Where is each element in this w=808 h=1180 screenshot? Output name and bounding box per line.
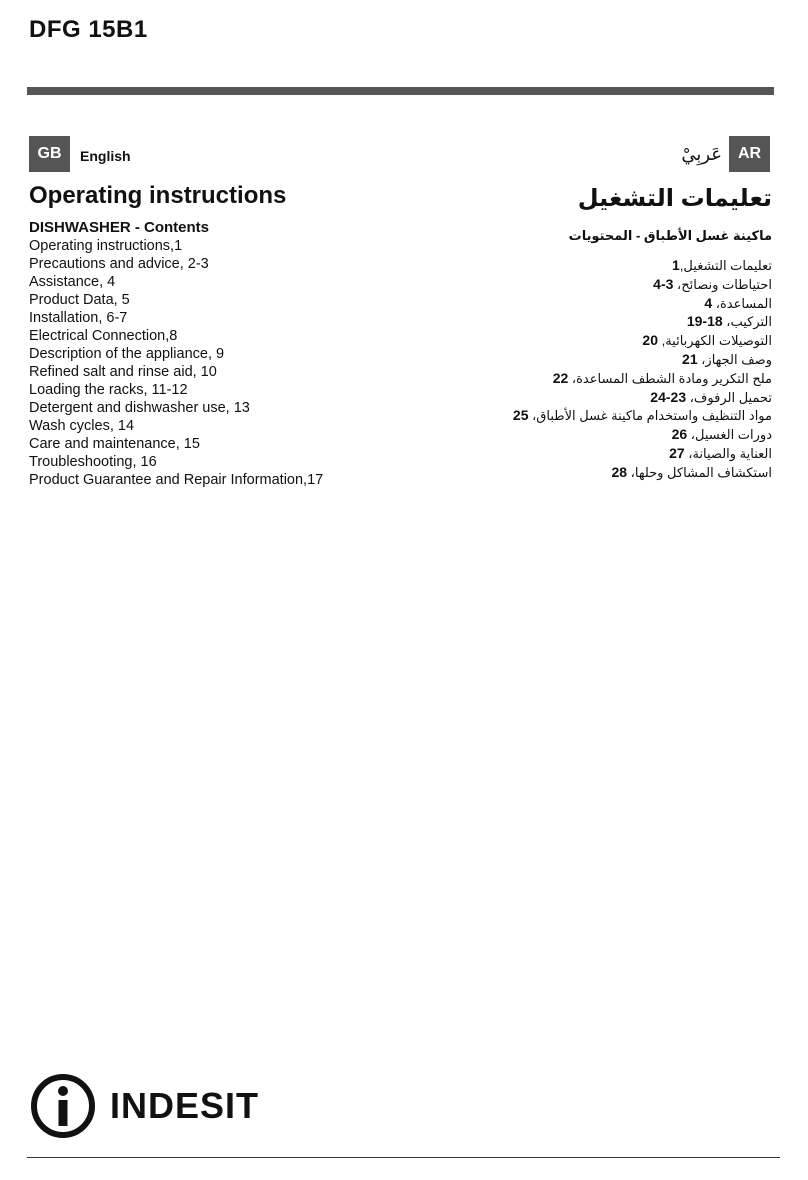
toc-item-arabic	[513, 444, 772, 463]
toc-item-english: Electrical Connection,8	[29, 328, 178, 344]
toc-item-english: Troubleshooting, 16	[29, 454, 157, 470]
toc-item-english: Operating instructions,1	[29, 238, 183, 254]
toc-item-arabic-page: 20	[642, 332, 658, 349]
toc-item-english: Description of the appliance, 9	[29, 346, 225, 362]
toc-item-arabic-page: 27	[669, 444, 685, 461]
toc-item-arabic	[513, 369, 772, 388]
title-arabic: تعليمات التشغيل	[577, 185, 772, 212]
toc-item-arabic-page: 1	[672, 257, 680, 273]
toc-item-arabic-text: ملح التكرير ومادة الشطف المساعدة،	[568, 370, 772, 386]
language-badge-ar: AR	[729, 136, 770, 172]
toc-item-arabic-text: استكشاف المشاكل وحلها،	[627, 464, 772, 480]
toc-item-arabic-text: وصف الجهاز،	[697, 351, 772, 367]
toc-item-arabic-page: 3-4	[653, 275, 674, 292]
contents-list-arabic	[513, 256, 772, 482]
toc-item-english: Detergent and dishwasher use, 13	[29, 400, 250, 416]
header-rule	[27, 87, 774, 95]
toc-item-arabic-page: 4	[704, 294, 713, 311]
toc-item-english: Installation, 6-7	[29, 310, 128, 326]
toc-item-english: Refined salt and rinse aid, 10	[29, 364, 217, 380]
toc-item-arabic-text: التوصيلات الكهربائية,	[657, 333, 772, 349]
contents-list-english	[29, 237, 323, 489]
toc-item-english: Precautions and advice, 2-3	[29, 256, 209, 272]
toc-item-arabic	[513, 256, 772, 275]
toc-item-arabic	[513, 275, 772, 294]
toc-item-arabic-text: العناية والصيانة،	[684, 445, 772, 461]
toc-item-arabic-text: التركيب،	[722, 314, 772, 330]
toc-item-arabic-page: 22	[552, 369, 569, 386]
toc-item-arabic-page: 26	[671, 426, 688, 443]
toc-item-arabic-page: 28	[611, 463, 628, 480]
toc-item-english: Assistance, 4	[29, 274, 116, 290]
toc-item-english: Loading the racks, 11-12	[29, 382, 188, 398]
toc-item-arabic	[513, 331, 772, 350]
toc-item-arabic	[513, 463, 772, 482]
contents-heading-english: DISHWASHER - Contents	[29, 219, 209, 236]
brand-name: INDESIT	[110, 1085, 260, 1126]
toc-item-arabic-page: 21	[682, 350, 698, 367]
toc-item-arabic-page: 23-24	[650, 388, 687, 405]
toc-item-arabic-text: تعليمات التشغيل,	[679, 258, 772, 273]
toc-item-arabic	[513, 425, 772, 444]
language-name-english: English	[80, 148, 131, 164]
toc-item-arabic	[513, 350, 772, 369]
toc-item-arabic-text: دورات الغسيل،	[687, 427, 772, 443]
toc-item-arabic-text: احتياطات ونصائح،	[673, 276, 772, 292]
model-number: DFG 15B1	[29, 16, 148, 43]
indesit-i-circle-logo-icon	[30, 1073, 96, 1139]
toc-item-arabic	[513, 406, 772, 425]
toc-item-arabic	[513, 312, 772, 331]
brand-logo	[30, 1073, 259, 1139]
toc-item-arabic	[513, 294, 772, 313]
footer-rule	[27, 1157, 780, 1158]
toc-item-arabic-page: 25	[512, 407, 529, 424]
toc-item-english: Product Data, 5	[29, 292, 130, 308]
toc-item-english: Wash cycles, 14	[29, 418, 135, 434]
toc-item-english: Care and maintenance, 15	[29, 436, 200, 452]
toc-item-arabic	[513, 388, 772, 407]
toc-item-arabic-text: المساعدة،	[712, 295, 772, 311]
toc-item-arabic-text: تحميل الرفوف،	[686, 389, 772, 405]
contents-heading-arabic: ماكينة غسل الأطباق - المحتويات	[568, 228, 772, 243]
toc-item-english: Product Guarantee and Repair Information,17	[29, 472, 324, 488]
toc-item-arabic-text: مواد التنظيف واستخدام ماكينة غسل الأطباق،	[528, 408, 772, 424]
language-badge-gb: GB	[29, 136, 70, 172]
toc-item-arabic-page: 18-19	[686, 313, 723, 330]
language-name-arabic: عَربِيْ	[681, 144, 722, 164]
title-english: Operating instructions	[29, 182, 287, 209]
